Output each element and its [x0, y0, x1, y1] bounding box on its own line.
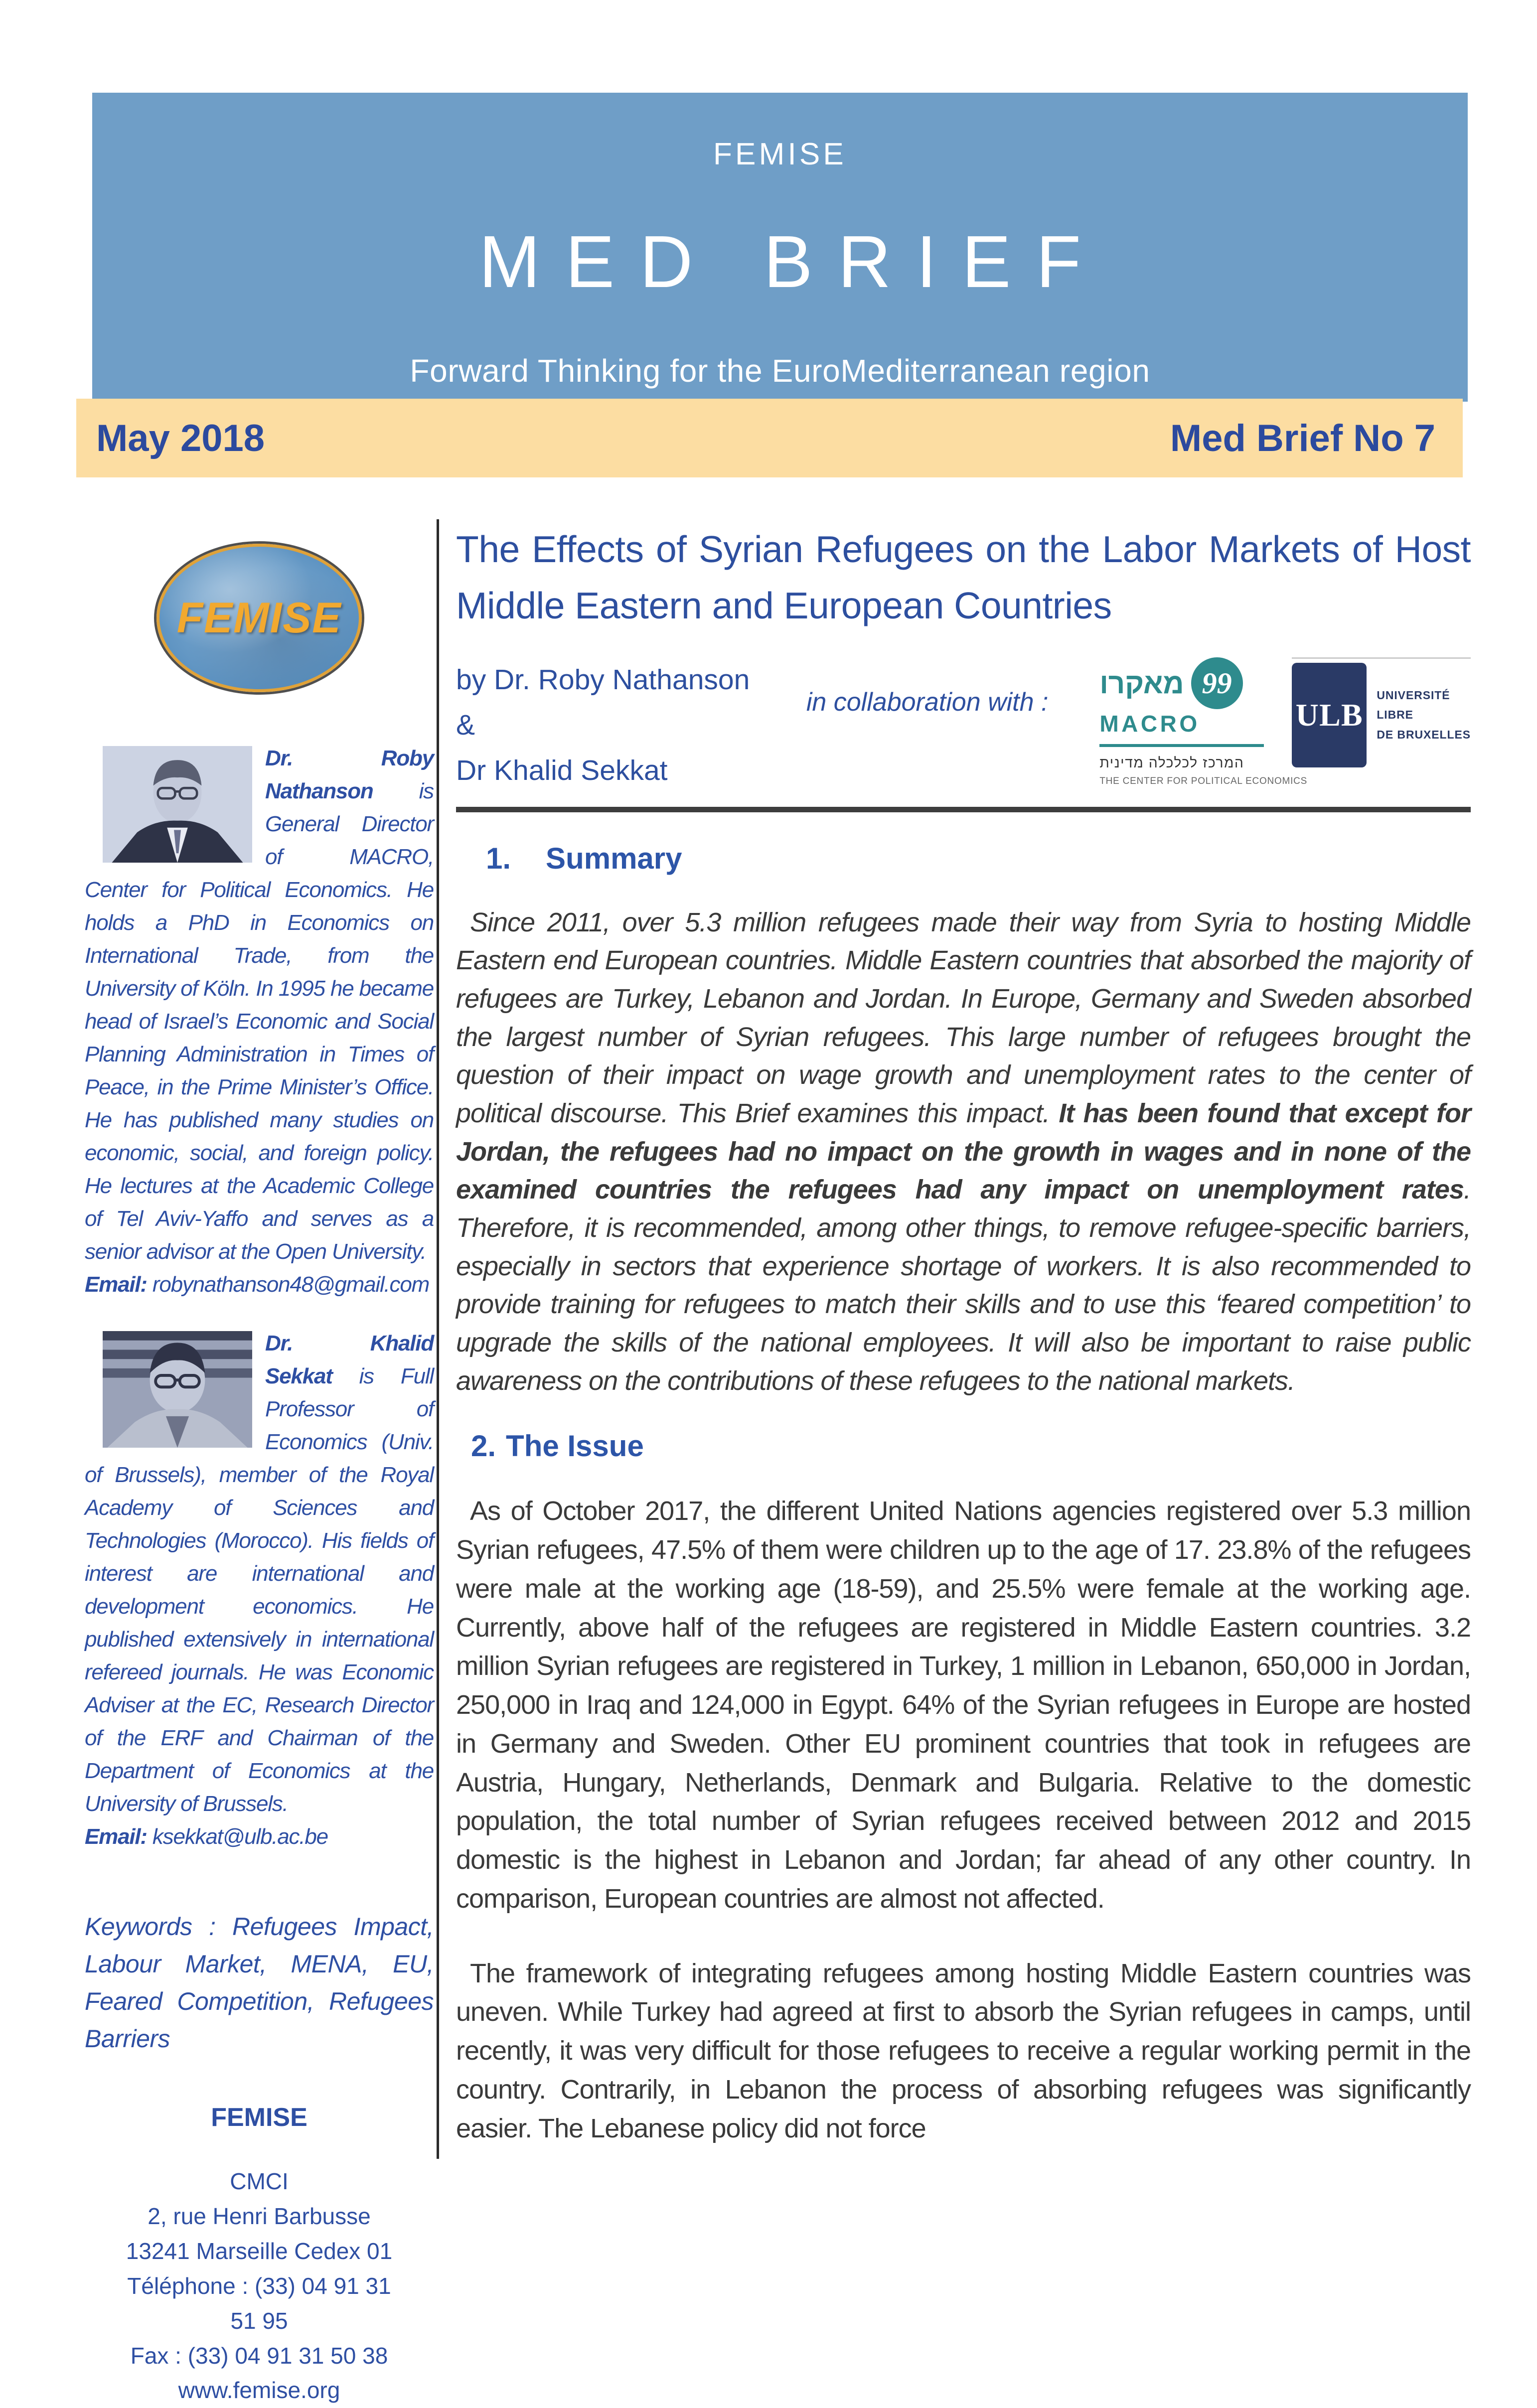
femise-logo-text: FEMISE	[176, 594, 342, 642]
macro-wordmark: MACRO	[1099, 711, 1200, 737]
header-subtitle: Forward Thinking for the EuroMediterranean region	[410, 353, 1150, 389]
author-role: is Full Professor of Economics (Univ. of Brussels), member of the Royal	[85, 1364, 434, 1487]
macro-divider	[1099, 744, 1264, 747]
contact-address	[85, 2164, 434, 2408]
issue-paragraph-2: The framework of integrating refugees among hosting Middle Eastern countries was uneven. While Turkey had agreed at first to absorb the Syrian refugees in camps, until recently, it was very difficult for those refugees to receive a regular working permit in the country. Contrarily, in Lebanon the process of absorbing refugees was significantly easier. The Lebanese policy did not force	[456, 1958, 1471, 2143]
email-address: ksekkat@ulb.ac.be	[147, 1824, 328, 1849]
section-title: Summary	[546, 841, 682, 875]
address-line: 2, rue Henri Barbusse	[148, 2203, 371, 2229]
ulb-abbr-box: ULB	[1292, 663, 1367, 767]
banner-date: May 2018	[96, 417, 265, 459]
author-photo-nathanson	[103, 746, 252, 863]
address-line: 13241 Marseille Cedex 01	[126, 2238, 393, 2264]
partner-logos	[1099, 657, 1471, 787]
author-bio-text: Academy of Sciences and Technologies (Morocco). His fields of interest are international and development economics. He published extensively in international refereed journals. He was Economic Adviser at the EC, Research Director of the ERF and Chairman of the Department of Economics at the University of Brussels.	[85, 1496, 434, 1816]
article	[456, 521, 1471, 2148]
portrait-man-glasses-icon	[103, 746, 252, 863]
ulb-logo	[1292, 657, 1471, 767]
author-email-line	[85, 1820, 434, 1853]
byline	[456, 657, 755, 794]
byline-author-1: by Dr. Roby Nathanson &	[456, 664, 750, 742]
section-number: 2.	[471, 1429, 496, 1463]
macro-logo-top	[1099, 657, 1264, 709]
summary-bold-finding: It has been found that except for Jordan, the refugees had no impact on the growth in wages and in none of the examined countries the refugees had any impact on unemployment rates	[456, 1098, 1471, 1205]
page-header	[92, 93, 1468, 402]
portrait-man-glasses-icon	[103, 1331, 252, 1448]
byline-author-2: Dr Khalid Sekkat	[456, 754, 668, 787]
section-number: 1.	[486, 841, 511, 875]
summary-paragraph: Since 2011, over 5.3 million refugees made their way from Syria to hosting Middle Eastern end European countries. Middle Eastern countries that absorbed the majority of refugees are Turkey, Lebanon and Jordan. In Europe, Germany and Sweden absorbed the largest number of Syrian refugees. This large number of refugees brought the question of their impact on wage growth and unemployment rates to the center of political discourse. This Brief examines this impact. It has been found that except for Jordan, the refugees had no impact on the growth in wages and in none of the examined countries the refugees had any impact on unemployment rates. Therefore, it is recommended, among other things, to remove refugee-specific barriers, especially in sectors that experience shortage of workers. It is also recommended to provide training for refugees to match their skills and to use this ‘feared competition’ to upgrade the skills of the national employees. It will also be important to raise public awareness on the contributions of these refugees to the national markets.	[456, 907, 1471, 1396]
address-line: Téléphone : (33) 04 91 31	[127, 2272, 391, 2299]
date-banner	[76, 399, 1463, 477]
author-photo-sekkat	[103, 1331, 252, 1448]
keywords: Keywords : Refugees Impact, Labour Market, MENA, EU, Feared Competition, Refugees Barriers	[85, 1913, 434, 2053]
author-block-sekkat	[85, 1327, 434, 1853]
address-line: Fax : (33) 04 91 31 50 38	[130, 2342, 388, 2369]
column-divider	[437, 519, 439, 2159]
sidebar	[85, 541, 434, 2408]
author-role: is General Director of MACRO, Center for Political Economics.	[85, 779, 434, 902]
author-bio-text: He holds a PhD in Economics on International Trade, from the University of Köln. In 1995 he became head of Israel’s Economic and Social Planning Administration in Times of Peace, in the Prime Minister’s Office. He has published many studies on economic, social, and foreign policy. He lectures at the Academic College of Tel Aviv-Yaffo and serves as a senior advisor at the Open University.	[85, 878, 434, 1264]
macro-quotes-icon: 99	[1191, 657, 1243, 709]
section-heading-issue	[471, 1429, 1471, 1463]
article-title: The Effects of Syrian Refugees on the Labor Markets of Host Middle Eastern and European Countries	[456, 528, 1471, 626]
author-block-nathanson	[85, 742, 434, 1301]
macro-hebrew-wordmark: מאקרו	[1099, 667, 1184, 700]
author-name: Dr. Khalid Sekkat	[265, 1331, 434, 1388]
section-heading-summary	[486, 841, 1471, 876]
header-rule	[456, 807, 1471, 812]
macro-tagline: THE CENTER FOR POLITICAL ECONOMICS	[1099, 776, 1308, 786]
section-title: The Issue	[506, 1429, 644, 1463]
banner-issue-number: Med Brief No 7	[1170, 417, 1435, 459]
address-line: 51 95	[230, 2307, 288, 2334]
author-email-line	[85, 1268, 434, 1301]
byline-row	[456, 657, 1471, 794]
address-line: CMCI	[230, 2168, 289, 2194]
macro-logo	[1099, 657, 1308, 787]
sidebar-org-name: FEMISE	[211, 2103, 307, 2132]
email-label: Email:	[85, 1824, 147, 1849]
website-url: www.femise.org	[178, 2377, 340, 2404]
header-org-name: FEMISE	[713, 137, 847, 171]
macro-hebrew-tagline: המרכז לכלכלה מדינית	[1099, 755, 1244, 770]
author-name: Dr. Roby Nathanson	[265, 746, 434, 803]
header-brief-title: MED BRIEF	[478, 221, 1106, 303]
collaboration-label: in collaboration with :	[806, 688, 1049, 717]
ulb-name: UNIVERSITÉ LIBRE DE BRUXELLES	[1377, 689, 1471, 741]
issue-paragraph-1: As of October 2017, the different United Nations agencies registered over 5.3 million Syrian refugees, 47.5% of them were children up to the age of 17. 23.8% of the refugees were male at the working age (18-59), and 25.5% were female at the working age. Currently, above half of the refugees are registered in Middle Eastern countries. 3.2 million Syrian refugees are registered in Turkey, 1 million in Lebanon, 650,000 in Jordan, 250,000 in Iraq and 124,000 in Egypt. 64% of the Syrian refugees in Europe are hosted in Germany and Sweden. Other EU prominent countries that took in refugees are Austria, Hungary, Netherlands, Denmark and Bulgaria. Relative to the domestic population, the total number of Syrian refugees received between 2012 and 2015 domestic is the highest in Lebanon and Jordan; far ahead of any other country. In comparison, European countries are almost not affected.	[456, 1496, 1471, 1914]
email-label: Email:	[85, 1272, 147, 1297]
email-address: robynathanson48@gmail.com	[147, 1272, 430, 1297]
femise-logo	[156, 544, 362, 692]
